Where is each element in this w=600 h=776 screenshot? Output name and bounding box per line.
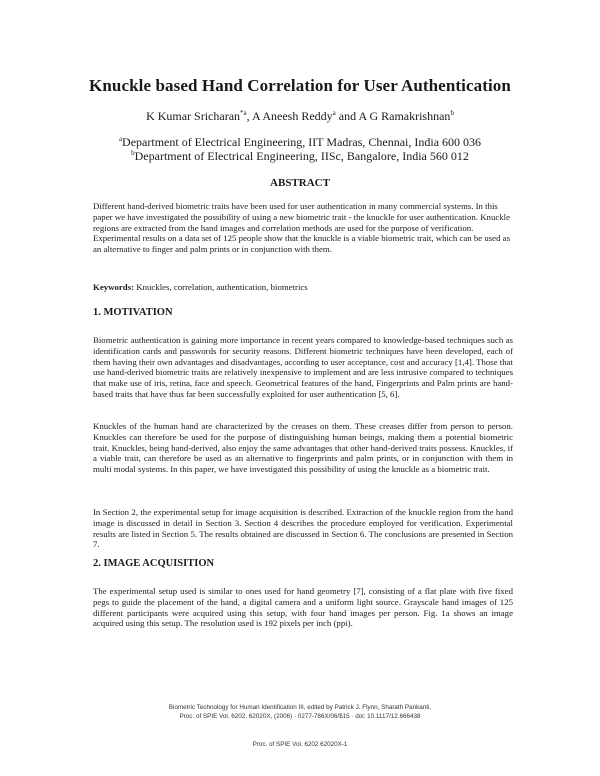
- author-separator: ,: [246, 109, 252, 123]
- affiliation-list: [0, 135, 600, 163]
- page-number-footer: Proc. of SPIE Vol. 6202 62020X-1: [252, 741, 348, 748]
- keywords-line: [93, 282, 513, 292]
- keywords-text: Knuckles, correlation, authentication, biometrics: [134, 282, 308, 292]
- citation-footer-line: Biometric Technology for Human Identification III, edited by Patrick J. Flynn, Sharath Pankanti,: [168, 704, 432, 711]
- keywords-label: Keywords:: [93, 282, 135, 292]
- paper-title: Knuckle based Hand Correlation for User Authentication: [89, 76, 511, 95]
- affiliation-sup: b: [131, 149, 135, 157]
- abstract-heading: ABSTRACT: [270, 177, 330, 189]
- author-sup: *a: [240, 109, 247, 117]
- paragraph: Biometric authentication is gaining more importance in recent years compared to knowledge-based techniques such as identification cards and passwords for security reasons. Different biometric techniques have been developed, each of them having their own advantages and disadvantages, according to user acceptance, cost and accuracy [1,4]. Those that use hand-derived biometric traits are relatively inexpensive to implement and are less intrusive compared to techniques that make use of iris, retina, face and speech. Geometrical features of the hand, Fingerprints and Palm prints are hand-based traits that have thus far been successfully exploited for user authentication [5, 6].: [93, 335, 513, 399]
- section-heading-motivation: 1. MOTIVATION: [93, 307, 173, 318]
- author-list: [0, 109, 600, 124]
- author-name: A G Ramakrishnan: [358, 109, 451, 123]
- paragraph: The experimental setup used is similar to ones used for hand geometry [7], consisting of a flat plate with five fixed pegs to guide the placement of the hand, a digital camera and a uniform light source. Grayscale hand images of 125 different participants were acquired using this setup, with four hand images per person. Fig. 1a shows an image acquired using this setup. The resolution used is 192 pixels per inch (ppi).: [93, 586, 513, 629]
- paragraph: In Section 2, the experimental setup for image acquisition is described. Extraction of the knuckle region from the hand image is discussed in detail in Section 3. Section 4 describes the procedure employed for verification. Experimental results are listed in Section 5. The results obtained are discussed in Section 6. The conclusions are presented in Section 7.: [93, 507, 513, 550]
- affiliation-sup: a: [118, 135, 123, 143]
- affiliation-line: [0, 149, 600, 163]
- author-name: K Kumar Sricharan: [146, 109, 241, 123]
- author-sup: b: [450, 109, 454, 117]
- citation-footer-line: Proc. of SPIE Vol. 6202, 62020X, (2006) · 0277-786X/06/$15 · doi: 10.1117/12.666438: [179, 713, 421, 720]
- section-heading-image-acquisition: 2. IMAGE ACQUISITION: [93, 558, 215, 569]
- author-and: and: [335, 109, 359, 123]
- affiliation-text: Department of Electrical Engineering, IISc, Bangalore, India 560 012: [134, 149, 469, 163]
- affiliation-text: Department of Electrical Engineering, IIT Madras, Chennai, India 600 036: [122, 135, 482, 149]
- affiliation-line: [0, 135, 600, 149]
- paragraph: Knuckles of the human hand are characterized by the creases on them. These creases differ from person to person. Knuckles can therefore be used for the purpose of distinguishing human beings, making them a potential biometric trait. Knuckles, being hand-derived, also enjoy the same advantages that other hand-derived traits possess. Knuckles, if a viable trait, can therefore be used as an alternative to fingerprints and palm prints, or in conjunction with them in multi modal systems. In this paper, we have investigated this possibility of using the knuckle as a biometric trait.: [93, 421, 513, 475]
- author-name: A Aneesh Reddy: [251, 109, 333, 123]
- abstract-text: Different hand-derived biometric traits have been used for user authentication in many commercial systems. In this paper we have investigated the possibility of using a new biometric trait - the knuckle for user authentication. Knuckle regions are extracted from the hand images and correlation methods are used for the purpose of verification. Experimental results on a data set of 125 people show that the knuckle is a viable biometric trait, which can be used as an alternative to finger and palm prints or in conjunction with them.: [93, 201, 510, 255]
- author-sup: a: [332, 109, 336, 117]
